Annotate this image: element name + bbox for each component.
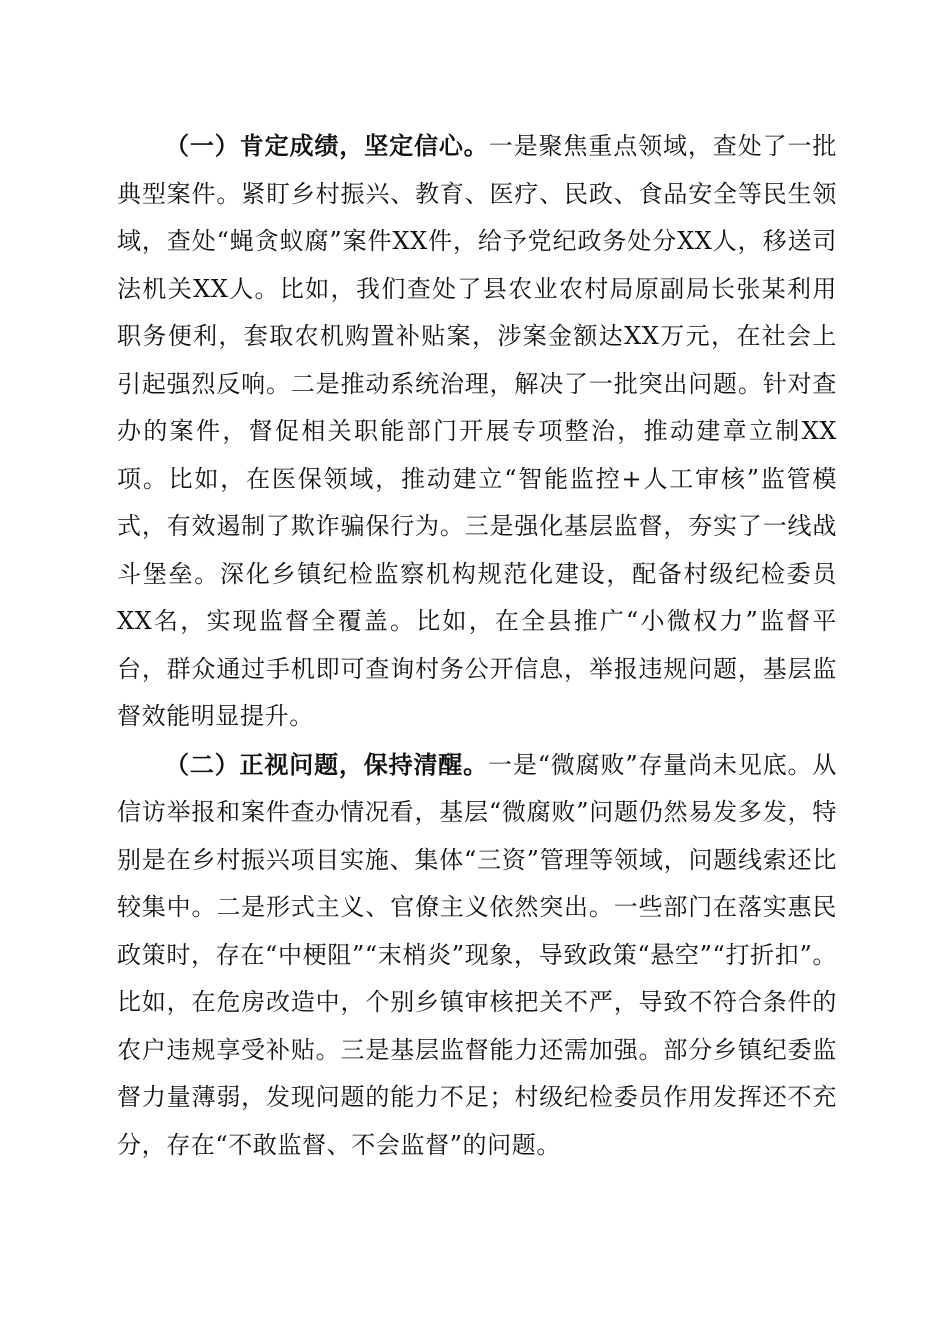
paragraph-heading-achievements: （一）肯定成绩，坚定信心。 [165,131,489,160]
paragraph-problems [117,741,837,1170]
paragraph-text-problems: 一是“微腐败”存量尚未见底。从信访举报和案件查办情况看，基层“微腐败”问题仍然易发多发，特别是在乡村振兴项目实施、集体“三资”管理等领域，问题线索还比较集中。二是形式主义、官僚主义依然突出。一些部门在落实惠民政策时，存在“中梗阻”“末梢炎”现象，导致政策“悬空”“打折扣”。比如，在危房改造中，个别乡镇审核把关不严，导致不符合条件的农户违规享受补贴。三是基层监督能力还需加强。部分乡镇纪委监督力量薄弱，发现问题的能力不足；村级纪检委员作用发挥还不充分，存在“不敢监督、不会监督”的问题。 [117,750,837,1159]
paragraph-heading-problems: （二）正视问题，保持清醒。 [165,749,488,779]
paragraph-achievements [117,122,837,741]
document-body [117,122,837,1169]
paragraph-text-achievements: 一是聚焦重点领域，查处了一批典型案件。紧盯乡村振兴、教育、医疗、民政、食品安全等民生领域，查处“蝇贪蚁腐”案件XX件，给予党纪政务处分XX人，移送司法机关XX人。比如，我们查处了县农业农村局原副局长张某利用职务便利，套取农机购置补贴案，涉案金额达XX万元，在社会上引起强烈反响。二是推动系统治理，解决了一批突出问题。针对查办的案件，督促相关职能部门开展专项整治，推动建章立制XX项。比如，在医保领域，推动建立“智能监控+人工审核”监管模式，有效遏制了欺诈骗保行为。三是强化基层监督，夯实了一线战斗堡垒。深化乡镇纪检监察机构规范化建设，配备村级纪检委员XX名，实现监督全覆盖。比如，在全县推广“小微权力”监督平台，群众通过手机即可查询村务公开信息，举报违规问题，基层监督效能明显提升。 [117,132,837,730]
